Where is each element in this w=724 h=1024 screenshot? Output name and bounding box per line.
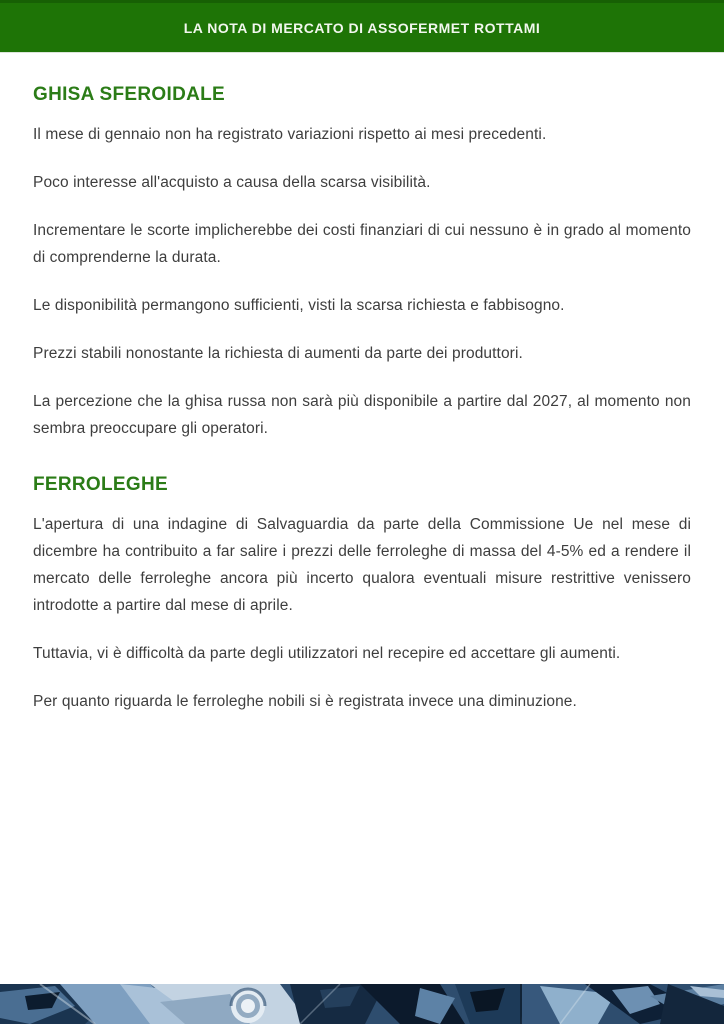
paragraph: Tuttavia, vi è difficoltà da parte degli utilizzatori nel recepire ed accettare gli aumenti.	[33, 645, 621, 662]
section-heading: FERROLEGHE	[33, 474, 168, 495]
paragraph: La percezione che la ghisa russa non sarà più disponibile a partire dal 2027, al momento non sembra preoccupare gli operatori.	[33, 393, 691, 437]
page-title: LA NOTA DI MERCATO DI ASSOFERMET ROTTAMI	[183, 19, 541, 36]
section-heading: GHISA SFEROIDALE	[33, 84, 225, 105]
scrap-metal-photo	[0, 984, 724, 1024]
paragraph: Poco interesse all'acquisto a causa della scarsa visibilità.	[33, 174, 431, 191]
paragraph: Incrementare le scorte implicherebbe dei costi finanziari di cui nessuno è in grado al momento di comprenderne la durata.	[33, 222, 691, 266]
paragraph: L'apertura di una indagine di Salvaguardia da parte della Commissione Ue nel mese di dicembre ha contribuito a far salire i prezzi delle ferroleghe di massa del 4-5% ed a rendere il mercato delle ferroleghe ancora più incerto qualora eventuali misure restrittive venissero introdotte a partire dal mese di aprile.	[33, 516, 691, 614]
section-ferroleghe	[33, 474, 691, 715]
scrap-metal-photo-illustration	[0, 984, 724, 1024]
header-banner	[0, 0, 724, 52]
paragraph: Prezzi stabili nonostante la richiesta di aumenti da parte dei produttori.	[33, 345, 523, 362]
page-content	[0, 84, 724, 715]
paragraph: Le disponibilità permangono sufficienti, visti la scarsa richiesta e fabbisogno.	[33, 297, 565, 314]
paragraph: Per quanto riguarda le ferroleghe nobili si è registrata invece una diminuzione.	[33, 693, 577, 710]
section-ghisa-sferoidale	[33, 84, 691, 442]
paragraph: Il mese di gennaio non ha registrato variazioni rispetto ai mesi precedenti.	[33, 126, 547, 143]
